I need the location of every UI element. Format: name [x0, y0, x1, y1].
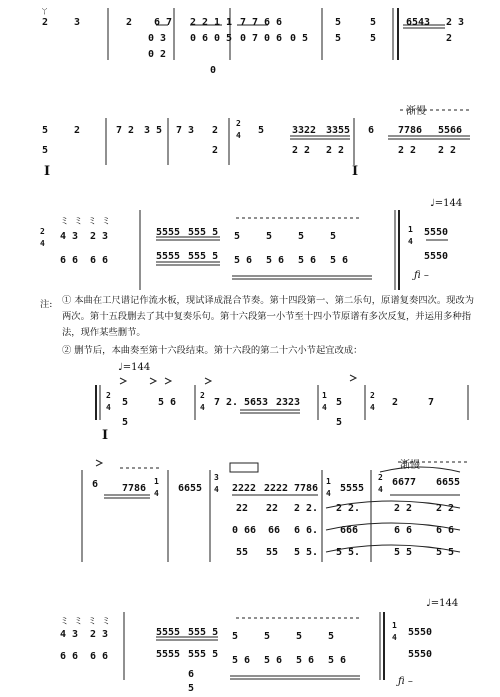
- note: 6543: [406, 17, 431, 28]
- time-signature-top: 1: [154, 477, 159, 486]
- note: 2 2.: [336, 503, 361, 514]
- time-signature-top: 2: [378, 473, 383, 482]
- note: 2 3: [90, 629, 109, 640]
- note: 555 5: [188, 227, 219, 238]
- note: 2 2: [292, 145, 311, 156]
- note: 5550: [408, 649, 433, 660]
- note: 3322: [292, 125, 317, 136]
- time-signature-bottom: 4: [154, 489, 159, 498]
- note: 0 6: [190, 33, 209, 44]
- note: 5: [266, 231, 273, 242]
- note: 5: [264, 631, 271, 642]
- note: 6: [368, 125, 375, 136]
- note: 2323: [276, 397, 301, 408]
- tempo-mark: ♩=144: [118, 362, 151, 373]
- time-signature-top: 1: [326, 477, 331, 486]
- time-signature-bottom: 4: [378, 485, 383, 494]
- note: 7 2.: [214, 397, 239, 408]
- note: 0 6: [264, 33, 283, 44]
- note: 5: [296, 631, 303, 642]
- note: 2 2: [190, 17, 209, 28]
- time-signature-top: 2: [200, 391, 205, 400]
- note: 555 5: [188, 649, 219, 660]
- time-signature-bottom: 4: [370, 403, 375, 412]
- note: 2222: [264, 483, 289, 494]
- note: 5566: [438, 125, 463, 136]
- note: 5 5: [436, 547, 455, 558]
- note: 0 66: [232, 525, 257, 536]
- dynamic-mark: ƒi –: [398, 676, 413, 687]
- note: 5 6: [158, 397, 177, 408]
- note: 5 6: [296, 655, 315, 666]
- time-signature-top: 1: [322, 391, 327, 400]
- note: 5 5.: [336, 547, 361, 558]
- note: 5550: [424, 227, 449, 238]
- time-signature-bottom: 4: [40, 239, 45, 248]
- note: 4 3: [60, 629, 79, 640]
- dynamic-mark: ƒi –: [414, 270, 429, 281]
- time-signature-bottom: 4: [322, 403, 327, 412]
- note: 0 3: [148, 33, 167, 44]
- note: 6 6: [90, 651, 109, 662]
- note: 2: [42, 17, 49, 28]
- note: 4 3: [60, 231, 79, 242]
- note: 5: [370, 33, 377, 44]
- note: 5: [188, 683, 195, 694]
- note: 5: [42, 125, 49, 136]
- time-signature-bottom: 4: [214, 485, 219, 494]
- note: 2 3: [90, 231, 109, 242]
- note: 2: [212, 145, 219, 156]
- note: 6: [92, 479, 99, 490]
- note: 3: [74, 17, 81, 28]
- note: 5: [122, 397, 129, 408]
- note: 5555: [156, 227, 181, 238]
- note: 2 2: [436, 503, 455, 514]
- note: 5 6: [266, 255, 285, 266]
- note: 6677: [392, 477, 417, 488]
- note: 5: [42, 145, 49, 156]
- note: 6: [188, 669, 195, 680]
- note: 7786: [294, 483, 319, 494]
- note: 2: [74, 125, 81, 136]
- note: 1 1: [214, 17, 233, 28]
- time-signature-bottom: 4: [392, 633, 397, 642]
- note: 3 5: [144, 125, 163, 136]
- note: 5 6: [234, 255, 253, 266]
- note: 2: [446, 33, 453, 44]
- tempo-mark: ♩=144: [426, 598, 459, 609]
- note: 5: [330, 231, 337, 242]
- note: 2 2.: [294, 503, 319, 514]
- note: 5555: [156, 627, 181, 638]
- note: 6655: [436, 477, 461, 488]
- time-signature-bottom: 4: [236, 131, 241, 140]
- note: 5: [122, 417, 129, 428]
- note: 2 2: [394, 503, 413, 514]
- notes-label: 注:: [40, 299, 53, 310]
- note: 2: [392, 397, 399, 408]
- note: 5 6: [298, 255, 317, 266]
- note: 5 5: [394, 547, 413, 558]
- note: 5555: [340, 483, 365, 494]
- note: 22: [266, 503, 279, 514]
- note: 7786: [122, 483, 147, 494]
- note: 5550: [408, 627, 433, 638]
- note: 2 2: [398, 145, 417, 156]
- note: 7786: [398, 125, 423, 136]
- note: 5: [335, 33, 342, 44]
- note: 5 6: [330, 255, 349, 266]
- time-signature-top: 1: [392, 621, 397, 630]
- note: 6 6: [60, 255, 79, 266]
- note: 5: [336, 417, 343, 428]
- note: 5550: [424, 251, 449, 262]
- note: 5653: [244, 397, 269, 408]
- note: 5 6: [232, 655, 251, 666]
- note: 55: [266, 547, 279, 558]
- note: 555 5: [188, 627, 219, 638]
- note: 6 6: [394, 525, 413, 536]
- time-signature-top: 3: [214, 473, 219, 482]
- time-signature-bottom: 4: [200, 403, 205, 412]
- time-signature-top: 2: [236, 119, 241, 128]
- note: 0 2: [148, 49, 167, 60]
- note: 6 6: [90, 255, 109, 266]
- note: 0 7: [240, 33, 259, 44]
- section-numeral: I: [352, 164, 359, 179]
- note: 5: [298, 231, 305, 242]
- tempo-direction: 渐慢: [400, 460, 420, 471]
- note: 5555: [156, 649, 181, 660]
- note: 7 2: [116, 125, 135, 136]
- tremolo-mark: ミ ミ ミ ミ: [60, 617, 112, 627]
- note: 6 7: [154, 17, 173, 28]
- section-numeral: I: [44, 164, 51, 179]
- time-signature-top: 1: [408, 225, 413, 234]
- note: 7: [428, 397, 435, 408]
- note: 5: [328, 631, 335, 642]
- section-numeral: I: [102, 428, 109, 443]
- note: 66: [268, 525, 281, 536]
- note: 6 6: [436, 525, 455, 536]
- note: 0: [210, 65, 217, 76]
- footnote-1: ① 本曲在工尺谱记作流水板，现试译成混合节奏。第十四段第一、第二乐句，原谱复奏四次。现改为两次。第十五段删去了其中复奏乐句。第十六段第一小节至十四小节原谱有多次反复，并运用多种指法，现作某些删节。: [62, 295, 475, 338]
- note: 5: [370, 17, 377, 28]
- note: 5: [232, 631, 239, 642]
- time-signature-bottom: 4: [326, 489, 331, 498]
- note: 7 7: [240, 17, 259, 28]
- time-signature-bottom: 4: [106, 403, 111, 412]
- note: 55: [236, 547, 249, 558]
- note: 2 3: [446, 17, 465, 28]
- note: 5 5.: [294, 547, 319, 558]
- note: 2: [212, 125, 219, 136]
- note: 5: [234, 231, 241, 242]
- tremolo-mark: ミ ミ ミ ミ: [60, 217, 112, 227]
- note: 2222: [232, 483, 257, 494]
- note: 5: [336, 397, 343, 408]
- note: 2 2: [438, 145, 457, 156]
- note: 6655: [178, 483, 203, 494]
- note: 3355: [326, 125, 351, 136]
- note: 5555: [156, 251, 181, 262]
- note: 666: [340, 525, 359, 536]
- time-signature-bottom: 4: [408, 237, 413, 246]
- note: 5 6: [264, 655, 283, 666]
- note: 22: [236, 503, 249, 514]
- note: 5: [335, 17, 342, 28]
- footnote-2: ② 删节后，本曲奏至第十六段结束。第十六段的第二十六小节起宜改成：: [62, 345, 363, 356]
- tempo-direction: 渐慢: [406, 106, 426, 117]
- note: 5: [258, 125, 265, 136]
- note: 2 2: [326, 145, 345, 156]
- note: 555 5: [188, 251, 219, 262]
- fingering-mark: ㄚ: [40, 7, 51, 17]
- note: 0 5: [214, 33, 233, 44]
- note: 6 6: [60, 651, 79, 662]
- time-signature-top: 2: [106, 391, 111, 400]
- time-signature-top: 2: [40, 227, 45, 236]
- note: 6 6.: [294, 525, 319, 536]
- tempo-mark: ♩=144: [430, 198, 463, 209]
- note: 2: [126, 17, 133, 28]
- note: 0 5: [290, 33, 309, 44]
- time-signature-top: 2: [370, 391, 375, 400]
- note: 5 6: [328, 655, 347, 666]
- note: 6 6: [264, 17, 283, 28]
- note: 7 3: [176, 125, 195, 136]
